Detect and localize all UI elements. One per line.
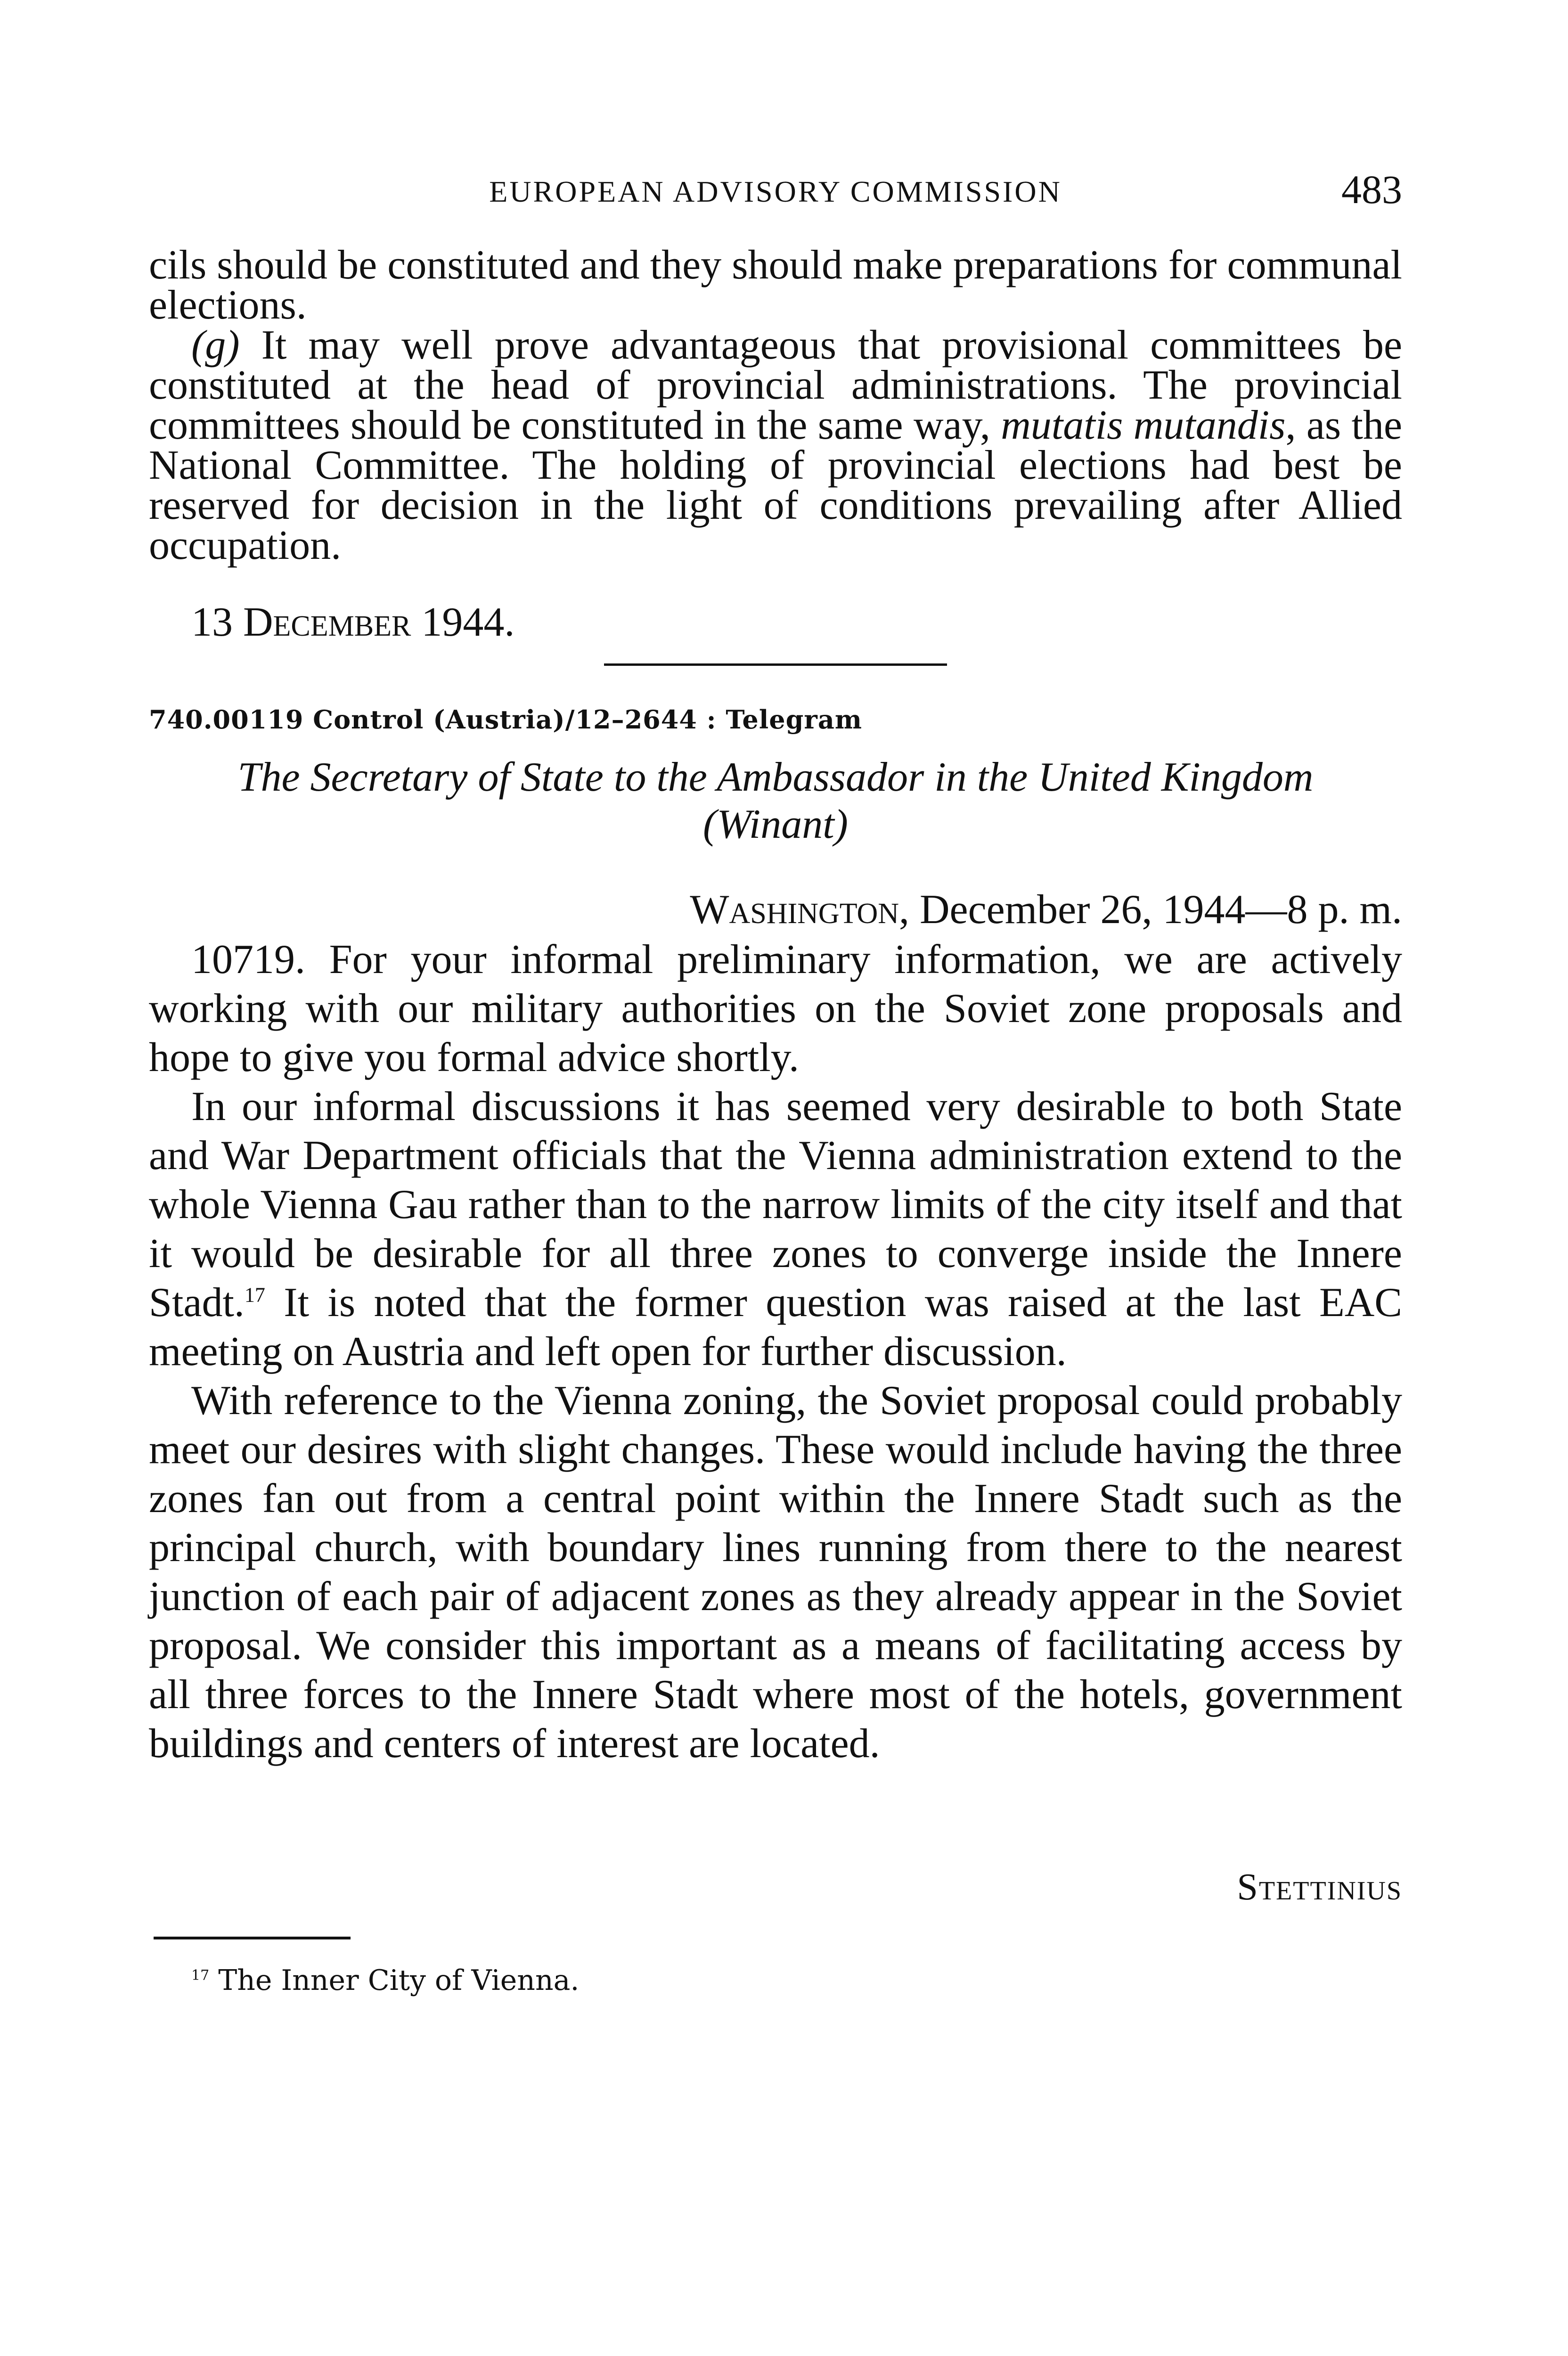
document-page: [149, 0, 1402, 2356]
file-reference: 740.00119 Control (Austria)/12–2644 : Telegram: [149, 704, 862, 735]
telegram-paragraph-1: 10719. For your informal preliminary information, we are actively working with our military authorities on the Soviet zone proposals and hope to give you formal advice shortly.: [149, 937, 1402, 1080]
footnote-divider: [154, 1937, 351, 1939]
telegram-paragraph-3: With reference to the Vienna zoning, the Soviet proposal could probably meet our desires with slight changes. These would include having the three zones fan out from a central point within the Innere Stadt such as the principal church, with boundary lines running from there to the nearest junction of each pair of adjacent zones as they already appear in the Soviet proposal. We consider this important as a means of facilitating access by all three forces to the Innere Stadt where most of the hotels, government buildings and centers of interest are located.: [149, 1378, 1402, 1767]
document-title: [149, 754, 1402, 848]
paragraph-g-text-a: It may well prove advantageous that provisional committees be constituted at the head of provincial administrations. The provincial committees should be constituted in the same way,: [149, 322, 1402, 448]
section-date-day: 13: [191, 599, 243, 645]
section-date-month: December: [243, 599, 411, 645]
telegram-paragraph-2-a: In our informal discussions it has seemed very desirable to both State and War Department officials that the Vienna administration extend to the whole Vienna Gau rather than to the narrow limits of the city itself and that it would be desirable for all three zones to converge inside the Innere Stadt.: [149, 1084, 1402, 1325]
telegram-body: [149, 935, 1402, 1768]
document-title-line2: (Winant): [703, 802, 848, 847]
running-head-title: EUROPEAN ADVISORY COMMISSION: [489, 175, 1062, 208]
paragraph-g-latin: mutatis mutandis: [1001, 402, 1286, 448]
telegram-date: , December 26, 1944—8 p. m.: [899, 887, 1402, 933]
telegram-dateline: [690, 886, 1402, 933]
section-divider: [604, 663, 947, 666]
telegram-paragraph-2: [149, 1082, 1402, 1376]
section-date: [191, 598, 514, 646]
telegram-paragraph-2-b: It is noted that the former question was raised at the last EAC meeting on Austria and left open for further discussion.: [149, 1280, 1402, 1374]
footnote-text: The Inner City of Vienna.: [209, 1964, 580, 1997]
footnote: [191, 1964, 579, 1997]
footnote-reference: 17: [244, 1283, 265, 1307]
telegram-place: Washington: [690, 887, 899, 933]
paragraph-g: [149, 322, 1403, 568]
section-date-year: 1944.: [411, 599, 515, 645]
continued-paragraph: cils should be constituted and they should make preparations for communal elections.: [149, 242, 1402, 328]
paragraph-g-label: (g): [191, 322, 240, 368]
document-title-line1: The Secretary of State to the Ambassador in the United Kingdom: [237, 754, 1314, 800]
running-head: [149, 166, 1402, 218]
footnote-mark: 17: [191, 1967, 210, 1984]
signature: Stettinius: [1237, 1866, 1402, 1908]
page-number: 483: [1341, 167, 1402, 212]
paragraph-g-text-b: , as the National Committee. The holding of provincial elections had best be reserved for decision in the light of conditions prevailing after Allied occupation.: [149, 402, 1403, 568]
continued-section: [149, 242, 1403, 568]
